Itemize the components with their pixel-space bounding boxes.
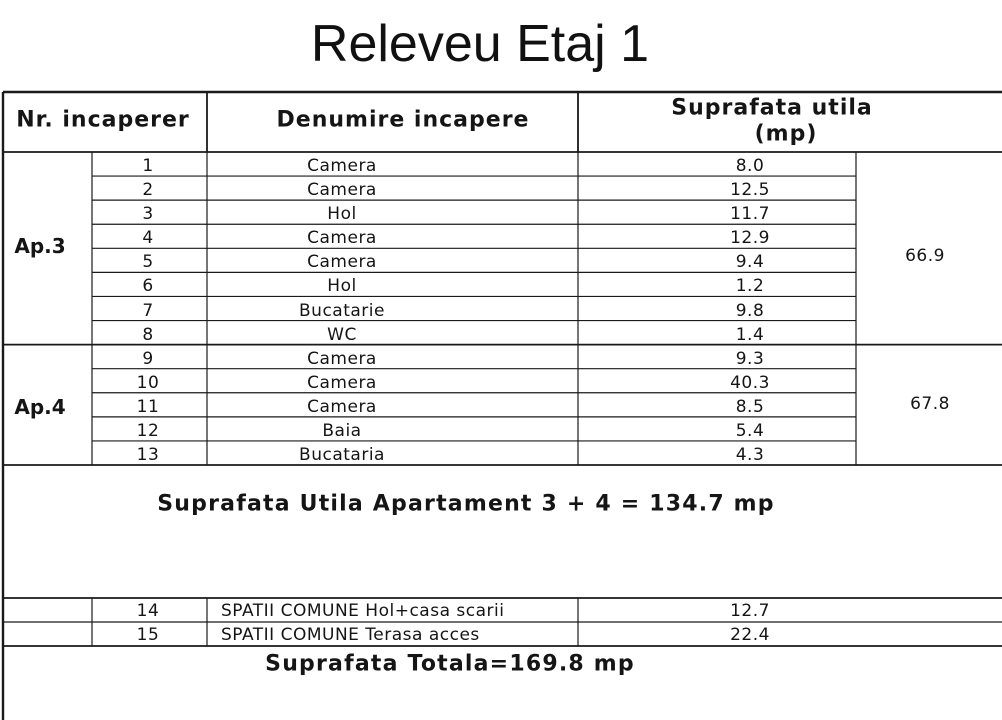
room-number: 14: [136, 601, 160, 621]
room-area: 4.3: [735, 444, 765, 465]
room-name: Camera: [307, 156, 377, 177]
room-number: 9: [142, 348, 154, 369]
room-name: SPATII COMUNE Terasa acces: [221, 625, 480, 645]
room-number: 13: [136, 444, 160, 465]
room-name: Camera: [307, 228, 377, 249]
apartment-label: Ap.3: [14, 234, 66, 258]
room-name: Hol: [327, 204, 357, 225]
room-area: 5.4: [735, 420, 765, 441]
apartments-total: Suprafata Utila Apartament 3 + 4 = 134.7 mp: [157, 491, 775, 517]
apartment-label: Ap.4: [14, 395, 66, 419]
room-name: Bucatarie: [299, 300, 385, 321]
room-area: 11.7: [730, 204, 770, 225]
room-name: SPATII COMUNE Hol+casa scarii: [221, 601, 505, 621]
room-number: 11: [136, 396, 160, 417]
room-number: 5: [142, 252, 154, 273]
room-number: 2: [142, 180, 154, 201]
room-area: 9.4: [735, 252, 765, 273]
header-nr: Nr. incaperer: [16, 107, 190, 133]
room-number: 10: [136, 372, 160, 393]
header-denumire: Denumire incapere: [276, 107, 530, 133]
room-number: 3: [142, 204, 154, 225]
page-title: Releveu Etaj 1: [310, 15, 650, 73]
room-number: 12: [136, 420, 160, 441]
room-number: 1: [142, 156, 154, 177]
room-area: 8.0: [735, 156, 765, 177]
room-name: Camera: [307, 372, 377, 393]
room-area: 8.5: [735, 396, 765, 417]
room-number: 7: [142, 300, 154, 321]
room-area: 1.4: [735, 324, 765, 345]
room-number: 4: [142, 228, 154, 249]
room-name: WC: [327, 324, 357, 345]
room-name: Camera: [307, 348, 377, 369]
room-number: 15: [136, 625, 160, 645]
room-number: 6: [142, 276, 154, 297]
room-area: 1.2: [735, 276, 765, 297]
header-suprafata: Suprafata utila: [671, 95, 873, 121]
room-area: 22.4: [730, 625, 770, 645]
room-area: 12.7: [730, 601, 770, 621]
apartment-total: 67.8: [910, 394, 950, 414]
room-name: Baia: [322, 420, 362, 441]
room-name: Camera: [307, 180, 377, 201]
room-name: Camera: [307, 252, 377, 273]
apartment-total: 66.9: [905, 246, 945, 266]
room-area: 9.3: [735, 348, 765, 369]
header-unit: (mp): [754, 121, 818, 147]
room-name: Camera: [307, 396, 377, 417]
room-number: 8: [142, 324, 154, 345]
room-name: Bucataria: [299, 444, 385, 465]
room-area: 12.9: [730, 228, 770, 249]
grand-total: Suprafata Totala=169.8 mp: [265, 651, 635, 677]
room-area: 40.3: [730, 372, 770, 393]
room-area: 9.8: [735, 300, 765, 321]
room-name: Hol: [327, 276, 357, 297]
room-area: 12.5: [730, 180, 770, 201]
